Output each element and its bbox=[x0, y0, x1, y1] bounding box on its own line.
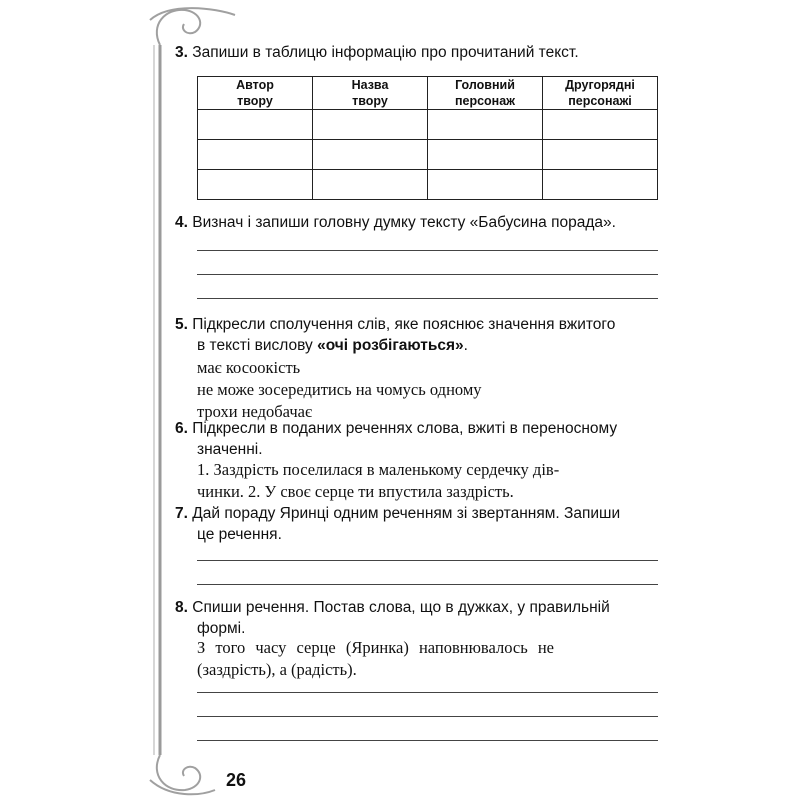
table-cell[interactable] bbox=[313, 140, 428, 170]
task-instruction-cont: значенні. bbox=[197, 441, 263, 458]
writing-line[interactable] bbox=[197, 250, 658, 251]
table-row bbox=[198, 170, 658, 200]
task-number: 7 bbox=[175, 505, 184, 522]
info-table bbox=[197, 76, 658, 200]
answer-options bbox=[197, 357, 682, 423]
task-instruction: Підкресли сполучення слів, яке пояснює значення вжитого bbox=[192, 316, 616, 333]
task-instruction-cont: формі. bbox=[197, 620, 246, 637]
writing-line[interactable] bbox=[197, 692, 658, 693]
answer-option[interactable]: трохи недобачає bbox=[197, 402, 313, 421]
page-number: 26 bbox=[226, 770, 247, 790]
table-cell[interactable] bbox=[428, 140, 543, 170]
task-5: 5. Підкресли сполучення слів, яке пояснює значення вжитого в тексті вислову «очі розбігаються». bbox=[175, 316, 616, 354]
table-cell[interactable] bbox=[198, 140, 313, 170]
table-cell[interactable] bbox=[198, 110, 313, 140]
table-cell[interactable] bbox=[313, 170, 428, 200]
task-4: 4. Визнач і запиши головну думку тексту «Бабусина порада». bbox=[175, 214, 616, 231]
table-cell[interactable] bbox=[428, 170, 543, 200]
task-number: 8 bbox=[175, 599, 184, 616]
table-row bbox=[198, 110, 658, 140]
task-8-sentence bbox=[197, 637, 660, 681]
table-header-row bbox=[198, 77, 658, 110]
task-instruction-end: . bbox=[463, 337, 468, 354]
task-7: 7. Дай пораду Яринці одним реченням зі звертанням. Запиши це речення. bbox=[175, 503, 660, 545]
task-instruction-cont: це речення. bbox=[197, 526, 282, 543]
task-6: 6. Підкресли в поданих реченнях слова, вжиті в переносному значенні. bbox=[175, 418, 660, 460]
task-instruction: Дай пораду Яринці одним реченням зі звертанням. Запиши bbox=[192, 505, 621, 522]
table-row bbox=[198, 140, 658, 170]
table-cell[interactable] bbox=[543, 170, 658, 200]
task-8: 8. Спиши речення. Постав слова, що в дужках, у правильній формі. bbox=[175, 597, 660, 639]
writing-line[interactable] bbox=[197, 274, 658, 275]
sentence-line[interactable]: 1. Заздрість поселилася в маленькому сердечку дів- bbox=[197, 460, 560, 479]
writing-line[interactable] bbox=[197, 298, 658, 299]
task-3: 3. Запиши в таблицю інформацію про прочитаний текст. bbox=[175, 44, 579, 61]
task-instruction: Визнач і запиши головну думку тексту «Бабусина порада». bbox=[192, 214, 616, 231]
table-cell[interactable] bbox=[428, 110, 543, 140]
writing-line[interactable] bbox=[197, 740, 658, 741]
task-instruction: Підкресли в поданих реченнях слова, вжиті в переносному bbox=[192, 420, 618, 437]
task-6-sentences bbox=[197, 459, 660, 503]
table-cell[interactable] bbox=[543, 140, 658, 170]
table-cell[interactable] bbox=[198, 170, 313, 200]
task-number: 5 bbox=[175, 316, 184, 333]
task-instruction: Запиши в таблицю інформацію про прочитаний текст. bbox=[192, 44, 579, 61]
task-number: 6 bbox=[175, 420, 184, 437]
sentence-line: (заздрість), а (радість). bbox=[197, 660, 357, 679]
answer-option[interactable]: не може зосередитись на чомусь одному bbox=[197, 380, 482, 399]
header-main-character: Головний персонаж bbox=[428, 77, 543, 110]
writing-line[interactable] bbox=[197, 716, 658, 717]
sentence-line[interactable]: чинки. 2. У своє серце ти впустила заздрість. bbox=[197, 482, 514, 501]
header-author: Автор твору bbox=[198, 77, 313, 110]
task-instruction: Спиши речення. Постав слова, що в дужках, у правильній bbox=[192, 599, 610, 616]
sentence-line: З того часу серце (Яринка) наповнювалось не bbox=[197, 638, 554, 657]
header-secondary-characters: Другорядні персонажі bbox=[543, 77, 658, 110]
task-number: 4 bbox=[175, 214, 184, 231]
writing-line[interactable] bbox=[197, 584, 658, 585]
header-title: Назва твору bbox=[313, 77, 428, 110]
answer-option[interactable]: має косоокість bbox=[197, 358, 301, 377]
task-number: 3 bbox=[175, 44, 184, 61]
table-cell[interactable] bbox=[313, 110, 428, 140]
phrase-highlight: «очі розбігаються» bbox=[317, 337, 464, 354]
writing-line[interactable] bbox=[197, 560, 658, 561]
table-cell[interactable] bbox=[543, 110, 658, 140]
task-instruction-cont: в тексті вислову bbox=[197, 337, 318, 354]
